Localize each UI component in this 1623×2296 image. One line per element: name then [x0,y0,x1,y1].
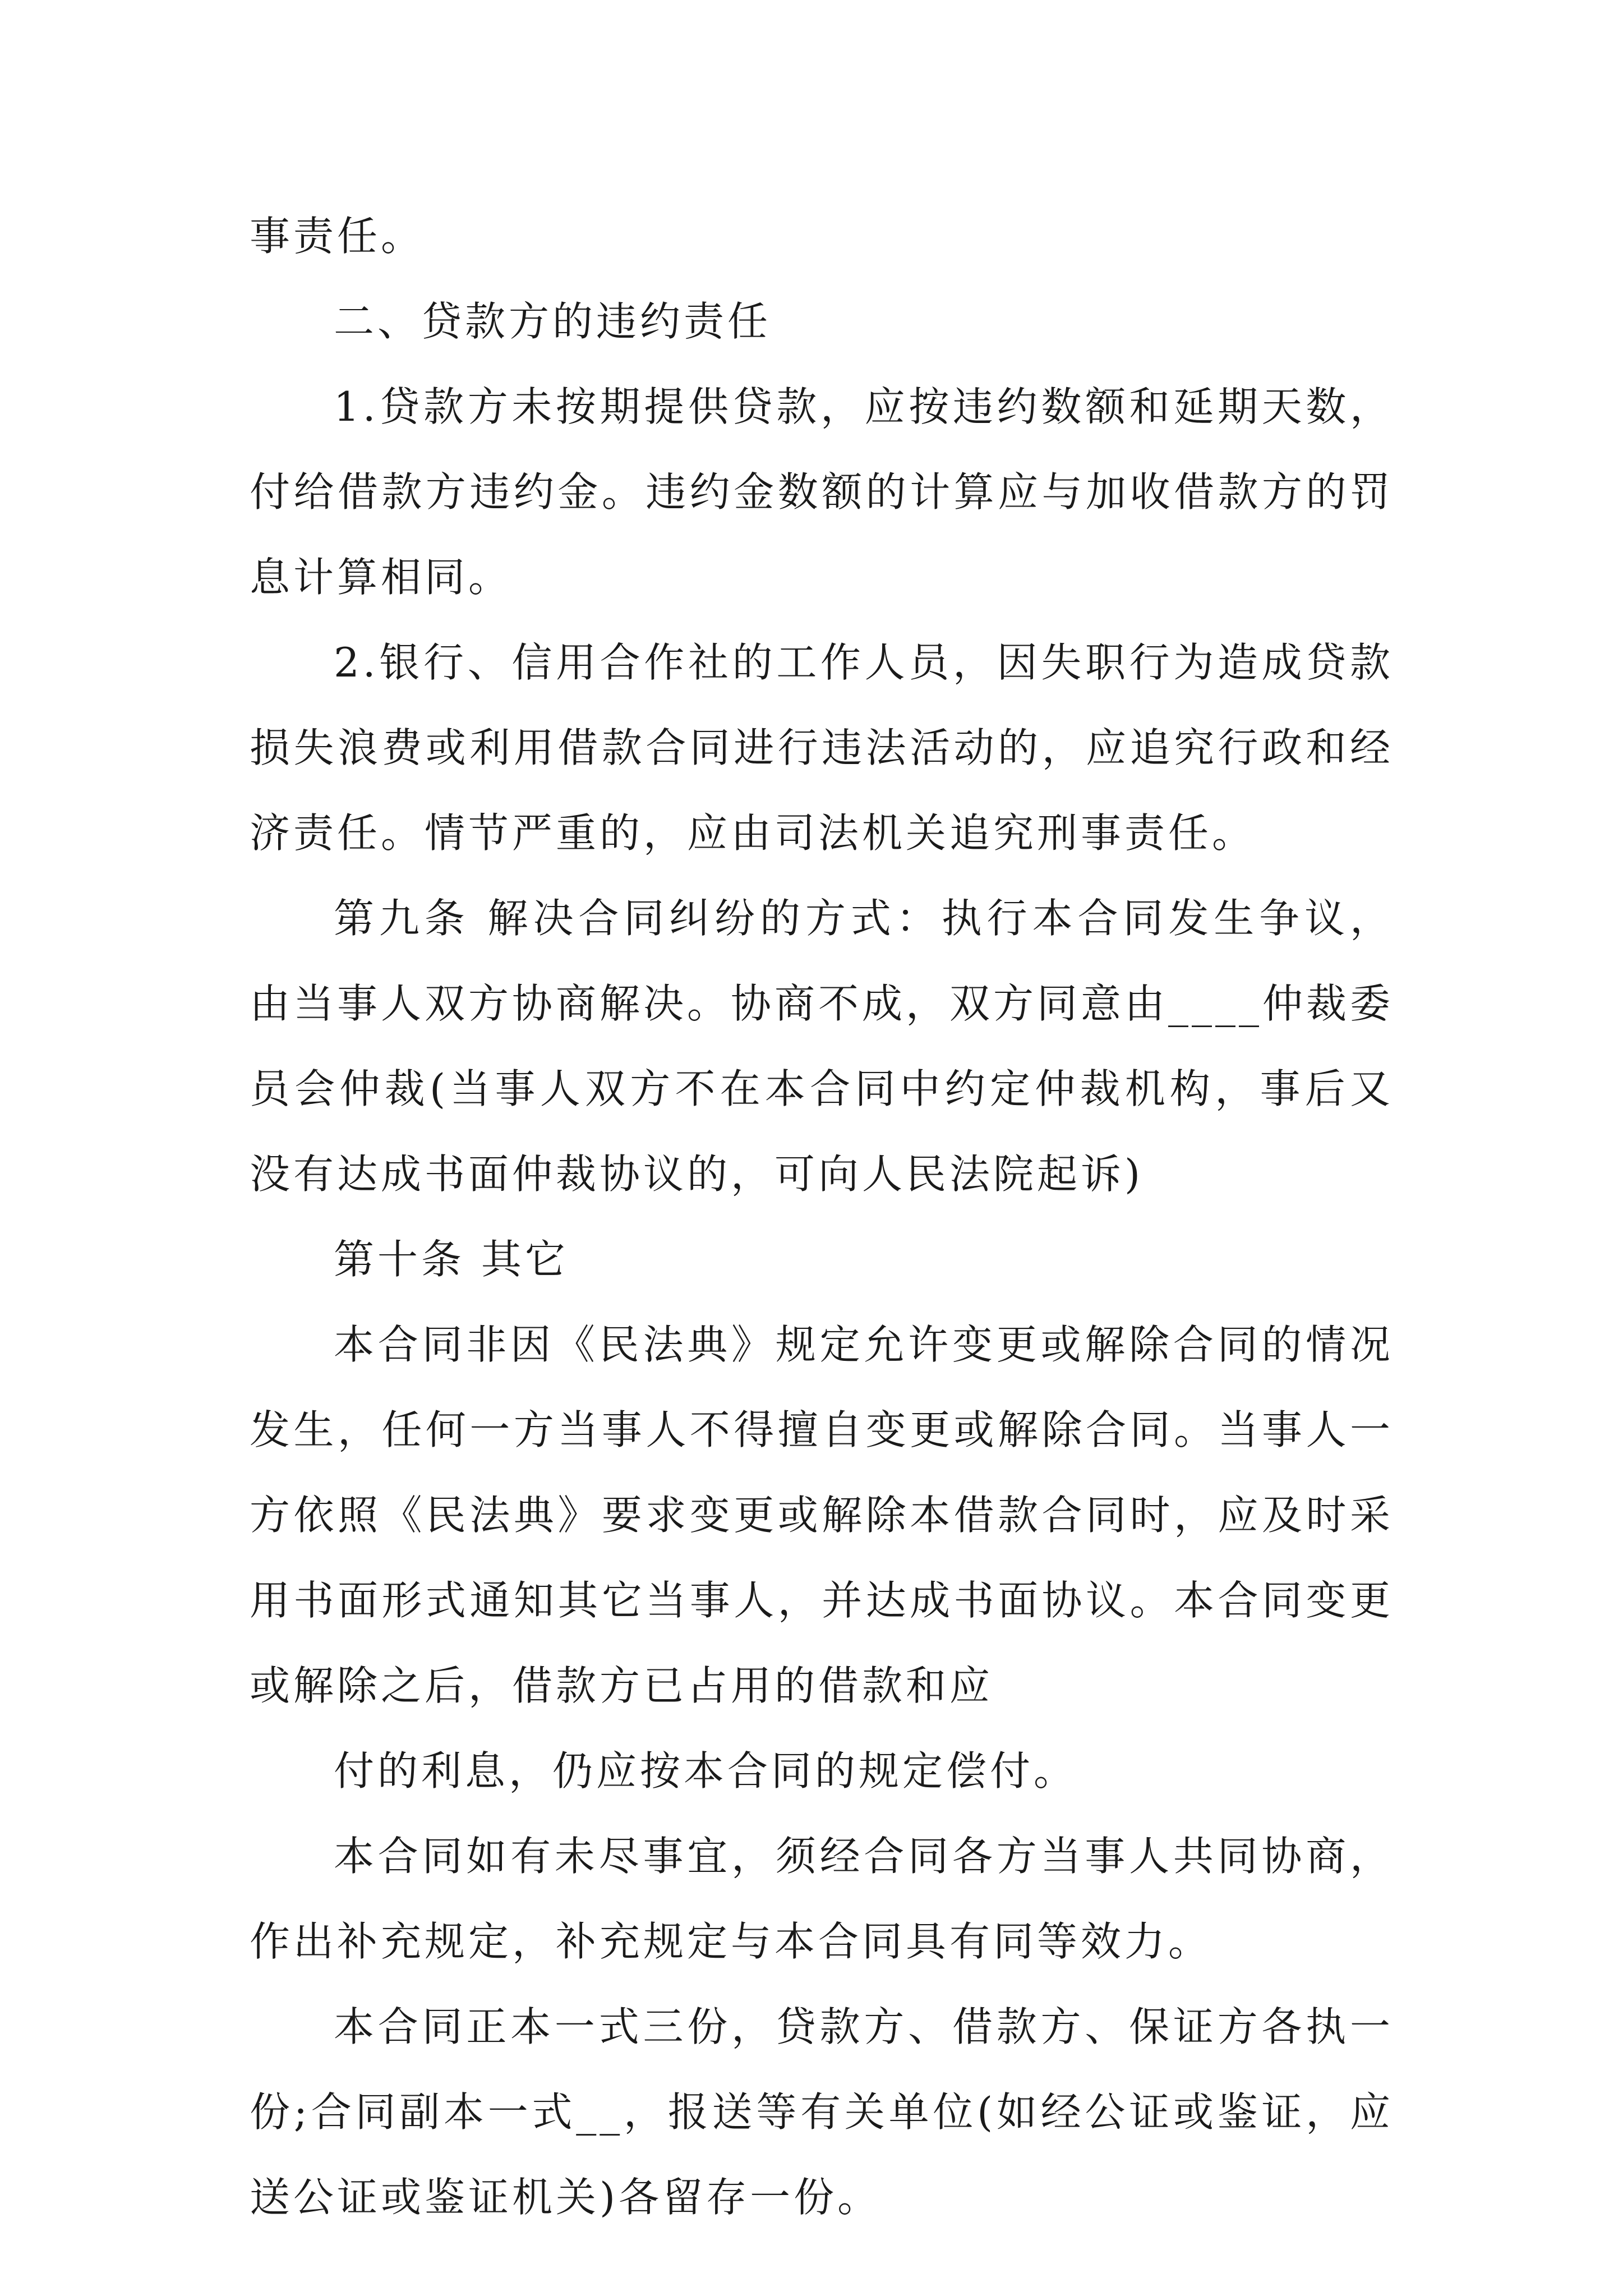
text-line: 由当事人双方协商解决。协商不成，双方同意由____仲裁委 [250,980,1394,1027]
text-line: 息计算相同。 [250,554,513,601]
document-body [250,194,1394,2240]
text-line: 本合同正本一式三份，贷款方、借款方、保证方各执一 [334,2003,1394,2050]
text-line: 没有达成书面仲裁协议的，可向人民法院起诉) [250,1151,1144,1198]
text-line: 用书面形式通知其它当事人，并达成书面协议。本合同变更 [250,1577,1394,1624]
text-line: 发生，任何一方当事人不得擅自变更或解除合同。当事人一 [250,1406,1394,1453]
text-line: 第九条 解决合同纠纷的方式：执行本合同发生争议， [334,895,1394,942]
text-line: 损失浪费或利用借款合同进行违法活动的，应追究行政和经 [250,724,1394,771]
text-line: 或解除之后，借款方已占用的借款和应 [250,1662,994,1709]
text-line: 本合同非因《民法典》规定允许变更或解除合同的情况 [334,1321,1394,1368]
text-line: 送公证或鉴证机关)各留存一份。 [250,2174,882,2221]
text-line: 方依照《民法典》要求变更或解除本借款合同时，应及时采 [250,1492,1394,1539]
text-line: 员会仲裁(当事人双方不在本合同中约定仲裁机构，事后又 [250,1065,1394,1112]
text-line: 济责任。情节严重的，应由司法机关追究刑事责任。 [250,809,1256,857]
text-line: 1.贷款方未按期提供贷款，应按违约数额和延期天数， [334,383,1394,430]
text-line: 二、贷款方的违约责任 [334,298,772,345]
text-line: 份;合同副本一式__，报送等有关单位(如经公证或鉴证，应 [250,2088,1394,2136]
text-line: 2.银行、信用合作社的工作人员，因失职行为造成贷款 [334,639,1394,686]
text-line: 作出补充规定，补充规定与本合同具有同等效力。 [250,1918,1212,1965]
text-line: 本合同如有未尽事宜，须经合同各方当事人共同协商， [334,1833,1394,1880]
text-line: 付的利息，仍应按本合同的规定偿付。 [334,1747,1078,1795]
text-line: 事责任。 [250,213,425,260]
text-line: 付给借款方违约金。违约金数额的计算应与加收借款方的罚 [250,468,1394,516]
text-line: 第十条 其它 [334,1236,569,1283]
